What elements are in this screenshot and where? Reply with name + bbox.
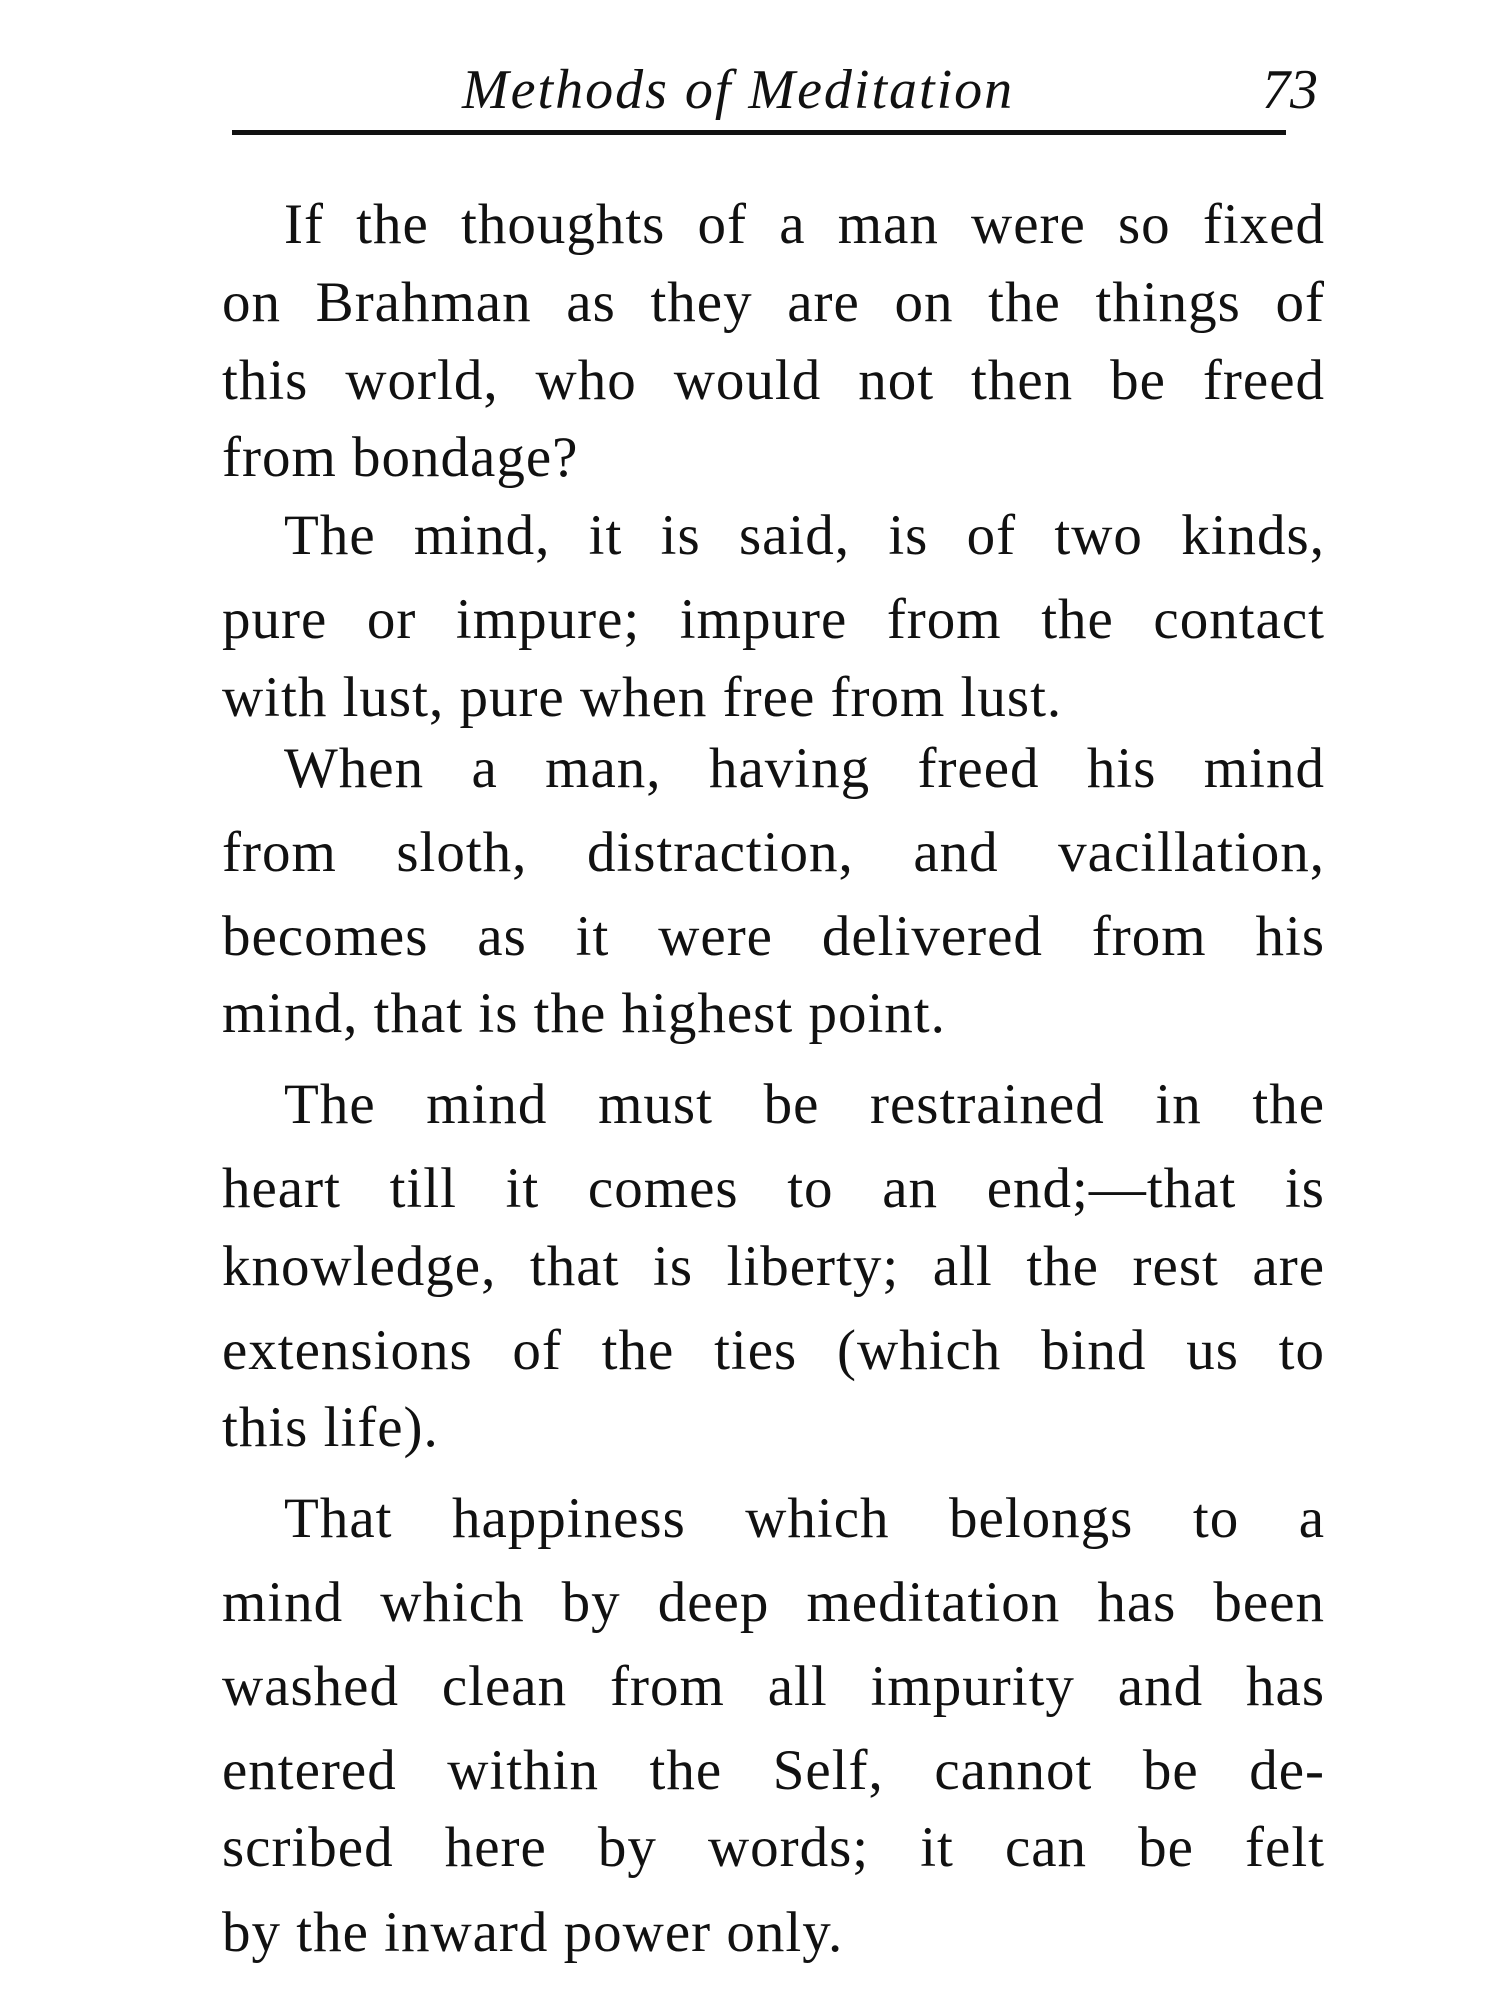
running-head-title: Methods of Meditation: [462, 59, 1015, 121]
text-line: extensions of the ties (which bind us to: [222, 1319, 1325, 1382]
text-line: washed clean from all impurity and has: [222, 1655, 1325, 1718]
text-line: The mind must be restrained in the: [284, 1073, 1325, 1136]
text-line: by the inward power only.: [222, 1901, 844, 1964]
text-line: entered within the Self, cannot be de-: [222, 1739, 1325, 1802]
text-line: scribed here by words; it can be felt: [222, 1816, 1325, 1879]
text-line: with lust, pure when free from lust.: [222, 666, 1063, 729]
page-number: 73: [1262, 59, 1318, 121]
text-line: mind, that is the highest point.: [222, 982, 946, 1045]
text-line: becomes as it were delivered from his: [222, 905, 1325, 968]
header-rule: [232, 130, 1286, 135]
text-line: heart till it comes to an end;—that is: [222, 1157, 1325, 1220]
text-line: pure or impure; impure from the contact: [222, 588, 1325, 651]
text-line: this world, who would not then be freed: [222, 349, 1325, 412]
text-line: knowledge, that is liberty; all the rest are: [222, 1235, 1325, 1298]
text-line: If the thoughts of a man were so fixed: [284, 193, 1325, 256]
text-line: this life).: [222, 1396, 439, 1459]
text-line: on Brahman as they are on the things of: [222, 271, 1325, 334]
text-line: mind which by deep meditation has been: [222, 1571, 1325, 1634]
text-line: That happiness which belongs to a: [284, 1487, 1325, 1550]
text-line: The mind, it is said, is of two kinds,: [284, 504, 1325, 567]
text-line: When a man, having freed his mind: [284, 737, 1325, 800]
text-line: from sloth, distraction, and vacillation,: [222, 821, 1325, 884]
text-line: from bondage?: [222, 426, 579, 489]
